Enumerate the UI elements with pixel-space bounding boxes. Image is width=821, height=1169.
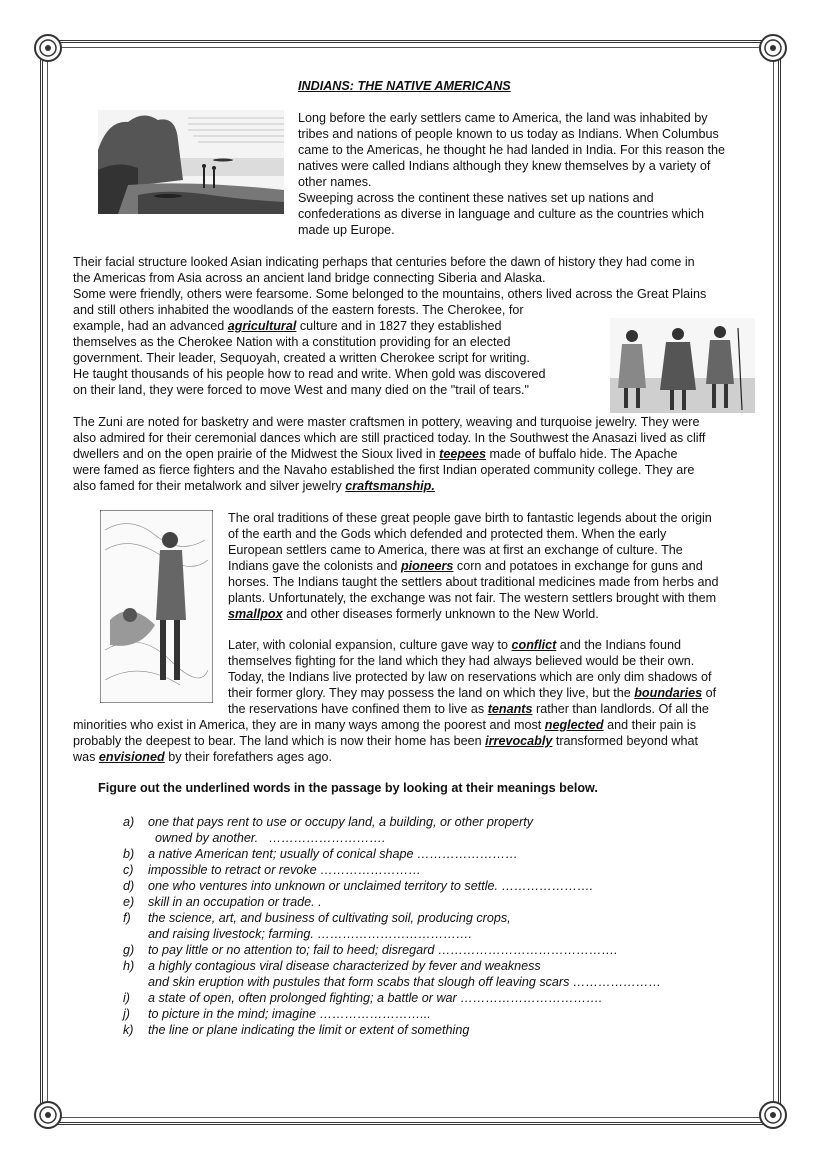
definition-text: a state of open, often prolonged fighting; a battle or war ……………………………. [148,991,603,1005]
definition-item [123,846,661,862]
definition-text: one who ventures into unknown or unclaimed territory to settle. …………………. [148,879,594,893]
underlined-word-envisioned: envisioned [98,750,165,764]
definition-letter [123,926,148,942]
definition-item [123,910,661,926]
definition-letter: j) [123,1007,130,1021]
definition-item [123,814,661,830]
native-figures-illustration [610,318,755,413]
definition-item [123,926,661,942]
definition-text: and raising livestock; farming. ………………………………. [148,927,473,941]
definition-letter: g) [123,943,135,957]
definition-item [123,878,661,894]
worksheet-page [73,70,755,1090]
definition-letter: c) [123,863,134,877]
definition-text: the science, art, and business of cultivating soil, producing crops, [148,911,511,925]
underlined-word-agricultural: agricultural [227,319,297,333]
river-landscape-illustration [98,110,284,214]
underlined-word-neglected: neglected [544,718,604,732]
definition-letter: b) [123,847,135,861]
underlined-word-craftsmanship: craftsmanship. [345,479,435,493]
definition-item [123,1022,661,1038]
definition-letter [123,974,148,990]
definition-text: a native American tent; usually of conical shape …………………… [148,847,518,861]
definition-text: skill in an occupation or trade. . [148,895,322,909]
definition-item [123,894,661,910]
definition-text: owned by another. ………………………. [148,831,386,845]
definition-letter: k) [123,1023,134,1037]
definition-text: impossible to retract or revoke …………………… [148,863,421,877]
definition-text: and skin eruption with pustules that form scabs that slough off leaving scars ………………… [148,975,662,989]
definition-item [123,862,661,878]
underlined-word-irrevocably: irrevocably [485,734,553,748]
definition-item [123,974,661,990]
underlined-word-conflict: conflict [511,638,557,652]
definition-item [123,830,661,846]
corner-ornament-top-right [758,33,788,63]
corner-ornament-bottom-left [33,1100,63,1130]
definitions-list [123,814,661,1038]
intro-paragraph: Long before the early settlers came to America, the land was inhabited by tribes and nations of people known to us today as Indians. When Columbus came to the Americas, he thought he had landed in India. For this reason the natives were called Indians although they knew themselves by a variety of other names. Sweeping across the continent these natives set up nations and confederations as diverse in language and culture as the countries which made up Europe. [298,111,726,237]
definition-item [123,958,661,974]
underlined-word-smallpox: smallpox [228,607,283,621]
definition-item [123,1006,661,1022]
later-paragraph-full: minorities who exist in America, they are in many ways among the poorest and most neglected and their pain is probably the deepest to bear. The land which is now their home has been irrevocably transformed beyond what was envisioned by their forefathers ages ago. [73,718,698,764]
definition-letter: h) [123,959,135,973]
cherokee-line-1: example, had an advanced agricultural culture and in 1827 they established [73,319,502,333]
definition-text: to picture in the mind; imagine ……………………... [148,1007,431,1021]
definition-letter: a) [123,815,135,829]
legend-scene-illustration [100,510,213,703]
underlined-word-tenants: tenants [487,702,533,716]
definition-item [123,990,661,1006]
definition-item [123,942,661,958]
exercise-instruction: Figure out the underlined words in the passage by looking at their meanings below. [98,781,598,795]
corner-ornament-bottom-right [758,1100,788,1130]
oral-traditions-paragraph: The oral traditions of these great people gave birth to fantastic legends about the origin of the earth and the Gods which defended and protected them. When the early European settlers came to America, there was at first an exchange of culture. The Indians gave the colonists and pioneers corn and potatoes in exchange for guns and horses. The Indians taught the settlers about traditional medicines made from herbs and plants. Unfortunately, the exchange was not fair. The western settlers brought with them smallpox and other diseases formerly unknown to the New World. [228,511,719,621]
underlined-word-pioneers: pioneers [400,559,454,573]
definition-text: to pay little or no attention to; fail to heed; disregard ……………………………………. [148,943,618,957]
definition-letter: i) [123,991,130,1005]
definition-letter: e) [123,895,135,909]
definition-letter: d) [123,879,135,893]
zuni-paragraph: The Zuni are noted for basketry and were master craftsmen in pottery, weaving and turquoise jewelry. They were also admired for their ceremonial dances which are still practiced today. In the Southwest the Anasazi lived as cliff dwellers and on the open prairie of the Midwest the Sioux lived in teepees made of buffalo hide. The Apache were famed as fierce fighters and the Navaho established the first Indian operated community college. They are also famed for their metalwork and silver jewelry craftsmanship. [73,415,706,493]
definition-text: a highly contagious viral disease characterized by fever and weakness [148,959,541,973]
page-title: INDIANS: THE NATIVE AMERICANS [298,79,511,93]
definition-letter: f) [123,911,131,925]
later-paragraph-indented: Later, with colonial expansion, culture gave way to conflict and the Indians found themselves fighting for the land which they had always believed would be their own. Today, the Indians live protected by law on reservations which are only dim shadows of their former glory. They may possess the land on which they live, but the boundaries of the reservations have confined them to live as tenants rather than landlords. Of all the [228,638,717,716]
underlined-word-boundaries: boundaries [634,686,703,700]
underlined-word-teepees: teepees [439,447,487,461]
definition-text: one that pays rent to use or occupy land, a building, or other property [148,815,534,829]
definition-text: the line or plane indicating the limit or extent of something [148,1023,470,1037]
origins-paragraph: Their facial structure looked Asian indicating perhaps that centuries before the dawn of history they had come in the Americas from Asia across an ancient land bridge connecting Siberia and Alaska. Some were friendly, others were fearsome. Some belonged to the mountains, others lived across the Great Plains and still others inhabited the woodlands of the eastern forests. The Cherokee, for example, had an advanced agricultural culture and in 1827 they established themselves as the Cherokee Nation with a constitution providing for an elected government. Their leader, Sequoyah, created a written Cherokee script for writing. He taught thousands of his people how to read and write. When gold was discovered on their land, they were forced to move West and many died on the "trail of tears." [73,255,707,397]
definition-letter [123,830,148,846]
corner-ornament-top-left [33,33,63,63]
